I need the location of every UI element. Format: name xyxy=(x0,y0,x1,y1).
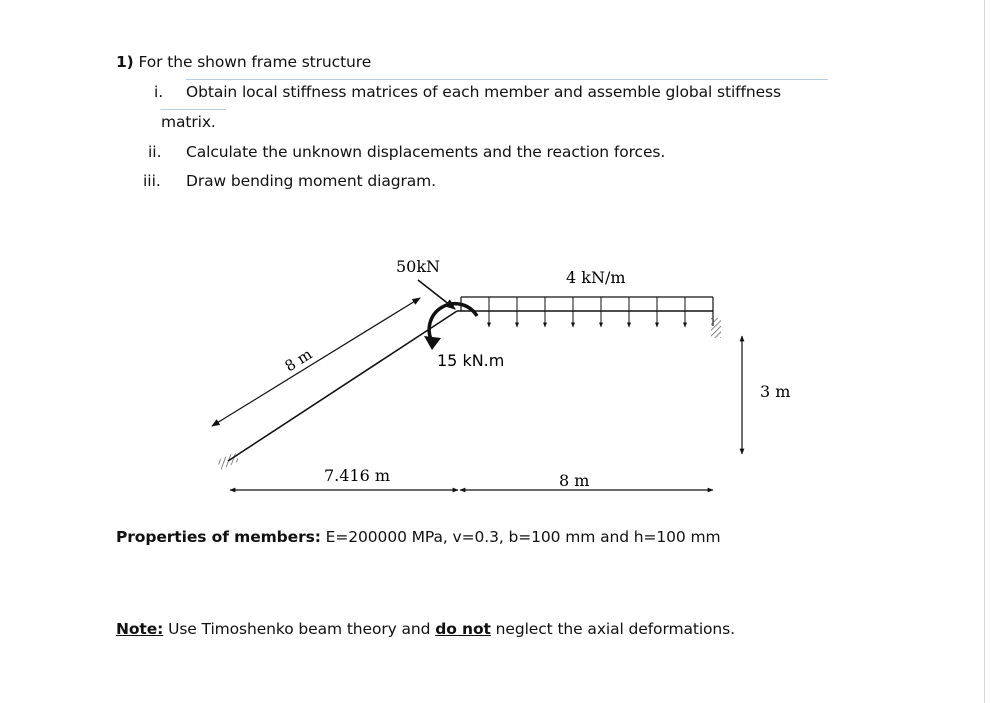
note-post: neglect the axial deformations. xyxy=(490,620,735,638)
label-moment: 15 kN.m xyxy=(437,351,505,370)
item-marker-3: iii. xyxy=(143,172,161,190)
label-height: 3 m xyxy=(760,382,791,401)
item-marker-2: ii. xyxy=(148,143,162,161)
fixed-support-right xyxy=(711,318,721,338)
label-horizontal-projection: 7.416 m xyxy=(324,466,391,485)
item-text-1: Obtain local stiffness matrices of each member and assemble global stiffness xyxy=(186,83,781,101)
note-emphasis: do not xyxy=(435,620,491,638)
note-pre: Use Timoshenko beam theory and xyxy=(163,620,436,638)
label-member-length: 8 m xyxy=(281,344,316,376)
properties-colon: : xyxy=(314,528,321,546)
inclined-member xyxy=(228,311,457,461)
question-number: 1) xyxy=(116,53,134,71)
note-line xyxy=(116,620,735,638)
moment-arc xyxy=(429,304,477,343)
moment-arrowhead xyxy=(424,336,441,350)
distributed-load xyxy=(461,297,713,327)
properties-value: E=200000 MPa, v=0.3, b=100 mm and h=100 mm xyxy=(320,528,721,546)
properties-line xyxy=(116,528,720,546)
note-label: Note: xyxy=(116,620,164,638)
item-marker-1: i. xyxy=(154,83,164,101)
dimension-member-length xyxy=(212,298,420,426)
label-span: 8 m xyxy=(559,471,590,490)
item-text-3: Draw bending moment diagram. xyxy=(186,172,436,190)
item-text-1-cont: matrix. xyxy=(161,113,216,131)
question-intro: For the shown frame structure xyxy=(138,53,372,71)
label-distributed-load: 4 kN/m xyxy=(566,268,626,287)
properties-label: Properties of members xyxy=(116,528,315,546)
item-text-2: Calculate the unknown displacements and the reaction forces. xyxy=(186,143,666,161)
label-point-load: 50kN xyxy=(396,257,441,276)
